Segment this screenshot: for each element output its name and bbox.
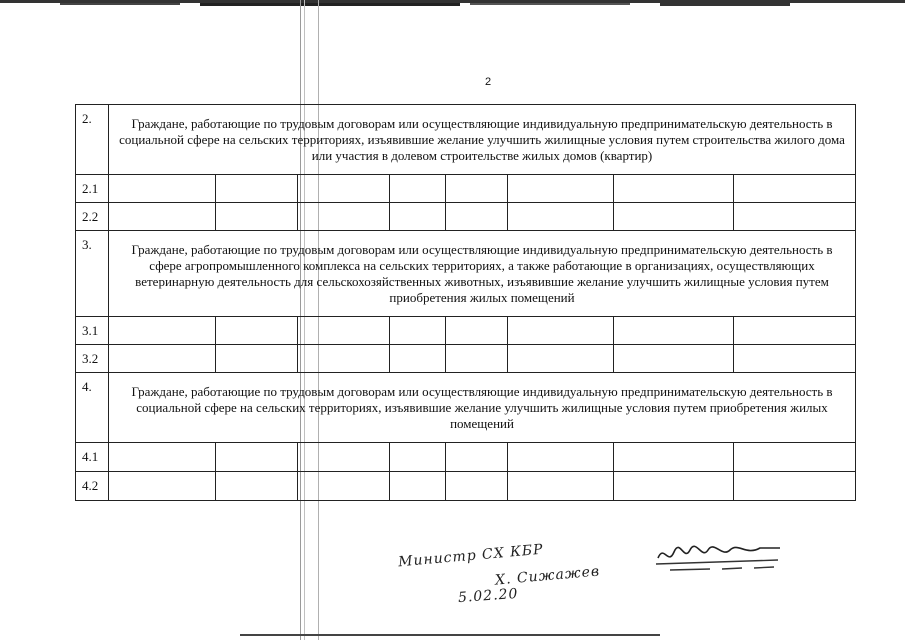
table-cell — [298, 472, 390, 501]
row-number: 2. — [76, 105, 109, 175]
table-cell — [298, 345, 390, 373]
table-cell — [109, 175, 216, 203]
category-description: Граждане, работающие по трудовым договорам или осуществляющие индивидуальную предпринимательскую деятельность в социальной сфере на сельских территориях, изъявившие желание улучшить жилищные условия путем приобретения жилых помещений — [109, 373, 856, 443]
row-number: 3.2 — [76, 345, 109, 373]
table-cell — [734, 443, 856, 472]
housing-category-table — [75, 104, 856, 501]
scan-top-artifact — [0, 0, 905, 12]
table-cell — [508, 472, 614, 501]
table-cell — [216, 203, 298, 231]
table-cell — [446, 345, 508, 373]
table-cell — [508, 345, 614, 373]
row-number: 2.1 — [76, 175, 109, 203]
table-cell — [614, 203, 734, 231]
table-row — [76, 203, 856, 231]
table-cell — [109, 443, 216, 472]
table-cell — [390, 443, 446, 472]
row-number: 3.1 — [76, 317, 109, 345]
table-cell — [390, 175, 446, 203]
table-cell — [109, 203, 216, 231]
table-cell — [298, 175, 390, 203]
table-cell — [734, 317, 856, 345]
table-row — [76, 443, 856, 472]
table-cell — [390, 317, 446, 345]
table-cell — [734, 175, 856, 203]
table-cell — [390, 472, 446, 501]
row-number: 4. — [76, 373, 109, 443]
table-cell — [390, 345, 446, 373]
table-cell — [446, 175, 508, 203]
row-number: 4.2 — [76, 472, 109, 501]
scan-bottom-artifact — [240, 634, 660, 636]
table-cell — [109, 345, 216, 373]
table-row — [76, 231, 856, 317]
table-row — [76, 345, 856, 373]
table-row — [76, 373, 856, 443]
table-cell — [734, 472, 856, 501]
table-cell — [216, 317, 298, 345]
page-number: 2 — [484, 76, 492, 88]
table-cell — [216, 443, 298, 472]
handwritten-signature — [650, 536, 790, 576]
table-row — [76, 472, 856, 501]
table-cell — [216, 345, 298, 373]
table-cell — [614, 345, 734, 373]
row-number: 2.2 — [76, 203, 109, 231]
handwritten-approval — [398, 542, 545, 571]
handwritten-date: 5.02.20 — [457, 585, 519, 607]
handwritten-title: Министр СХ КБР — [397, 541, 545, 571]
table-cell — [614, 317, 734, 345]
table-row — [76, 175, 856, 203]
table-cell — [446, 443, 508, 472]
category-description: Граждане, работающие по трудовым договорам или осуществляющие индивидуальную предпринимательскую деятельность в социальной сфере на сельских территориях, изъявившие желание улучшить жилищные условия путем строительства жилого дома или участия в долевом строительстве жилых домов (квартир) — [109, 105, 856, 175]
table-row — [76, 317, 856, 345]
table-cell — [109, 317, 216, 345]
table-cell — [216, 472, 298, 501]
table-cell — [614, 443, 734, 472]
table-cell — [734, 345, 856, 373]
table-row — [76, 105, 856, 175]
table-cell — [390, 203, 446, 231]
table-cell — [298, 443, 390, 472]
row-number: 3. — [76, 231, 109, 317]
table-cell — [298, 317, 390, 345]
table-cell — [508, 175, 614, 203]
table-cell — [508, 203, 614, 231]
table-cell — [446, 317, 508, 345]
table-cell — [508, 443, 614, 472]
table-cell — [508, 317, 614, 345]
table-cell — [298, 203, 390, 231]
table-cell — [446, 472, 508, 501]
handwritten-name: Х. Сижажев — [494, 563, 601, 589]
row-number: 4.1 — [76, 443, 109, 472]
table-cell — [216, 175, 298, 203]
category-description: Граждане, работающие по трудовым договорам или осуществляющие индивидуальную предпринимательскую деятельность в сфере агропромышленного комплекса на сельских территориях, а также работающие в организациях, осуществляющих ветеринарную деятельность для сельскохозяйственных животных, изъявившие желание улучшить жилищные условия путем приобретения жилых помещений — [109, 231, 856, 317]
table-cell — [109, 472, 216, 501]
table-cell — [614, 472, 734, 501]
table-cell — [614, 175, 734, 203]
table-cell — [734, 203, 856, 231]
table-cell — [446, 203, 508, 231]
